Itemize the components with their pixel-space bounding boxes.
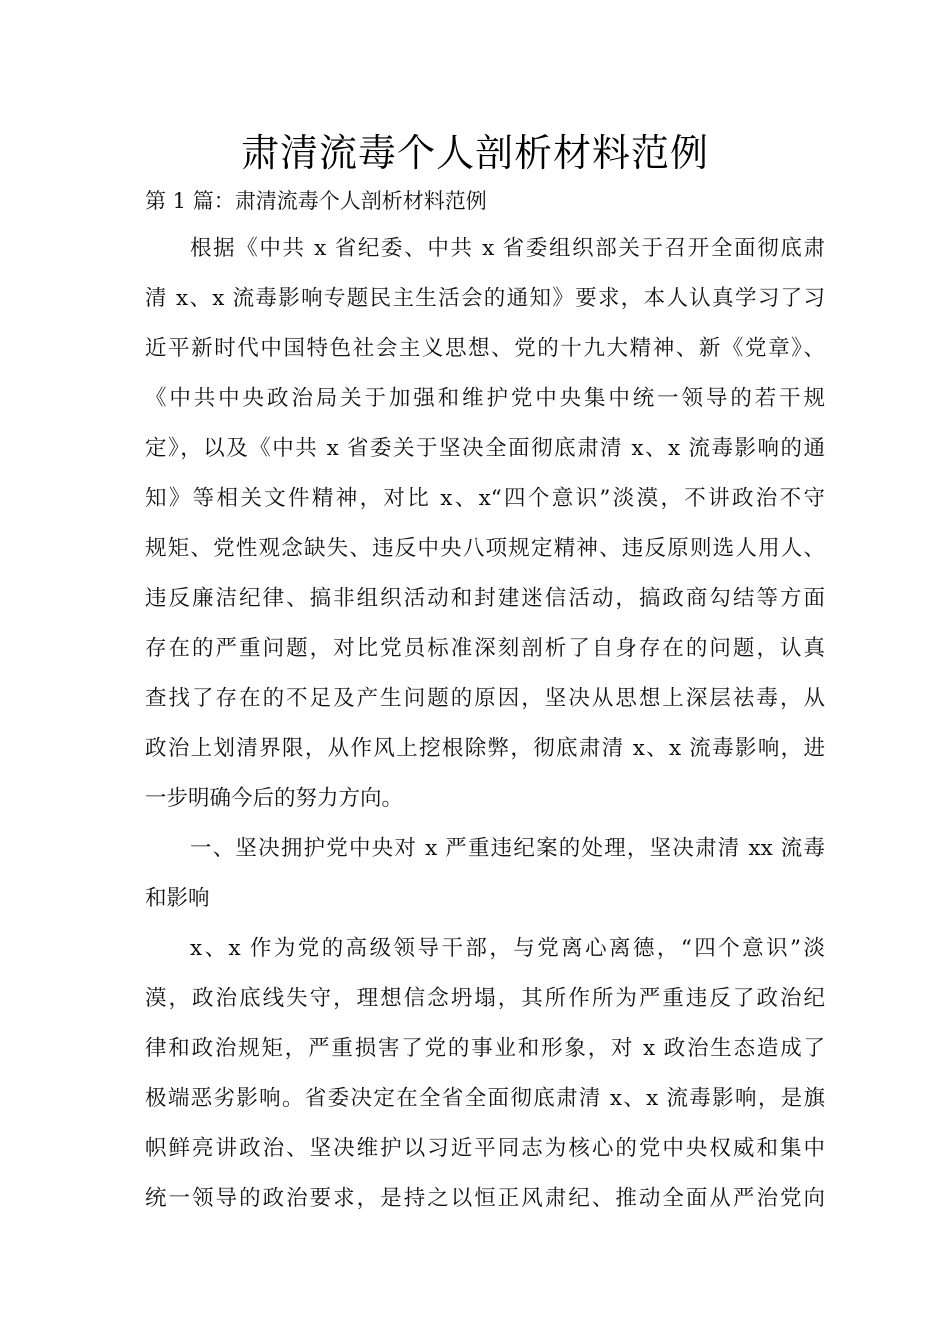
paragraph-line: 清 x、x 流毒影响专题民主生活会的通知》要求，本人认真学习了习 — [145, 286, 825, 311]
paragraph-line: 定》，以及《中共 x 省委关于坚决全面彻底肃清 x、x 流毒影响的通 — [145, 436, 825, 461]
paragraph-line: 《中共中央政治局关于加强和维护党中央集中统一领导的若干规 — [145, 386, 825, 411]
paragraph-line: 律和政治规矩，严重损害了党的事业和形象，对 x 政治生态造成了 — [145, 1036, 825, 1061]
paragraph-line: x、x 作为党的高级领导干部，与党离心离德，“四个意识”淡 — [190, 936, 825, 961]
paragraph-line: 规矩、党性观念缺失、违反中央八项规定精神、违反原则选人用人、 — [145, 536, 825, 561]
paragraph-line: 近平新时代中国特色社会主义思想、党的十九大精神、新《党章》、 — [145, 336, 825, 361]
document-subtitle: 第 1 篇：肃清流毒个人剖析材料范例 — [145, 189, 487, 213]
document-title: 肃清流毒个人剖析材料范例 — [240, 131, 709, 175]
paragraph-line: 一步明确今后的努力方向。 — [145, 786, 404, 811]
paragraph-line: 统一领导的政治要求，是持之以恒正风肃纪、推动全面从严治党向 — [145, 1186, 825, 1211]
paragraph-line: 存在的严重问题，对比党员标准深刻剖析了自身存在的问题，认真 — [145, 636, 825, 661]
paragraph-line: 一、坚决拥护党中央对 x 严重违纪案的处理，坚决肃清 xx 流毒 — [190, 836, 825, 861]
paragraph-line: 知》等相关文件精神，对比 x、x“四个意识”淡漠，不讲政治不守 — [145, 486, 825, 511]
paragraph-line: 漠，政治底线失守，理想信念坍塌，其所作所为严重违反了政治纪 — [145, 986, 825, 1011]
paragraph-line: 极端恶劣影响。省委决定在全省全面彻底肃清 x、x 流毒影响，是旗 — [145, 1086, 825, 1111]
paragraph-line: 违反廉洁纪律、搞非组织活动和封建迷信活动，搞政商勾结等方面 — [145, 586, 825, 611]
paragraph-intro — [145, 224, 825, 824]
paragraph-line: 和影响 — [145, 886, 210, 911]
section-heading-1 — [145, 824, 825, 924]
paragraph-line: 查找了存在的不足及产生问题的原因，坚决从思想上深层祛毒，从 — [145, 686, 825, 711]
paragraph-line: 帜鲜亮讲政治、坚决维护以习近平同志为核心的党中央权威和集中 — [145, 1136, 825, 1161]
paragraph-line: 根据《中共 x 省纪委、中共 x 省委组织部关于召开全面彻底肃 — [190, 236, 825, 261]
paragraph-body — [145, 924, 825, 1224]
paragraph-line: 政治上划清界限，从作风上挖根除弊，彻底肃清 x、x 流毒影响，进 — [145, 736, 825, 761]
